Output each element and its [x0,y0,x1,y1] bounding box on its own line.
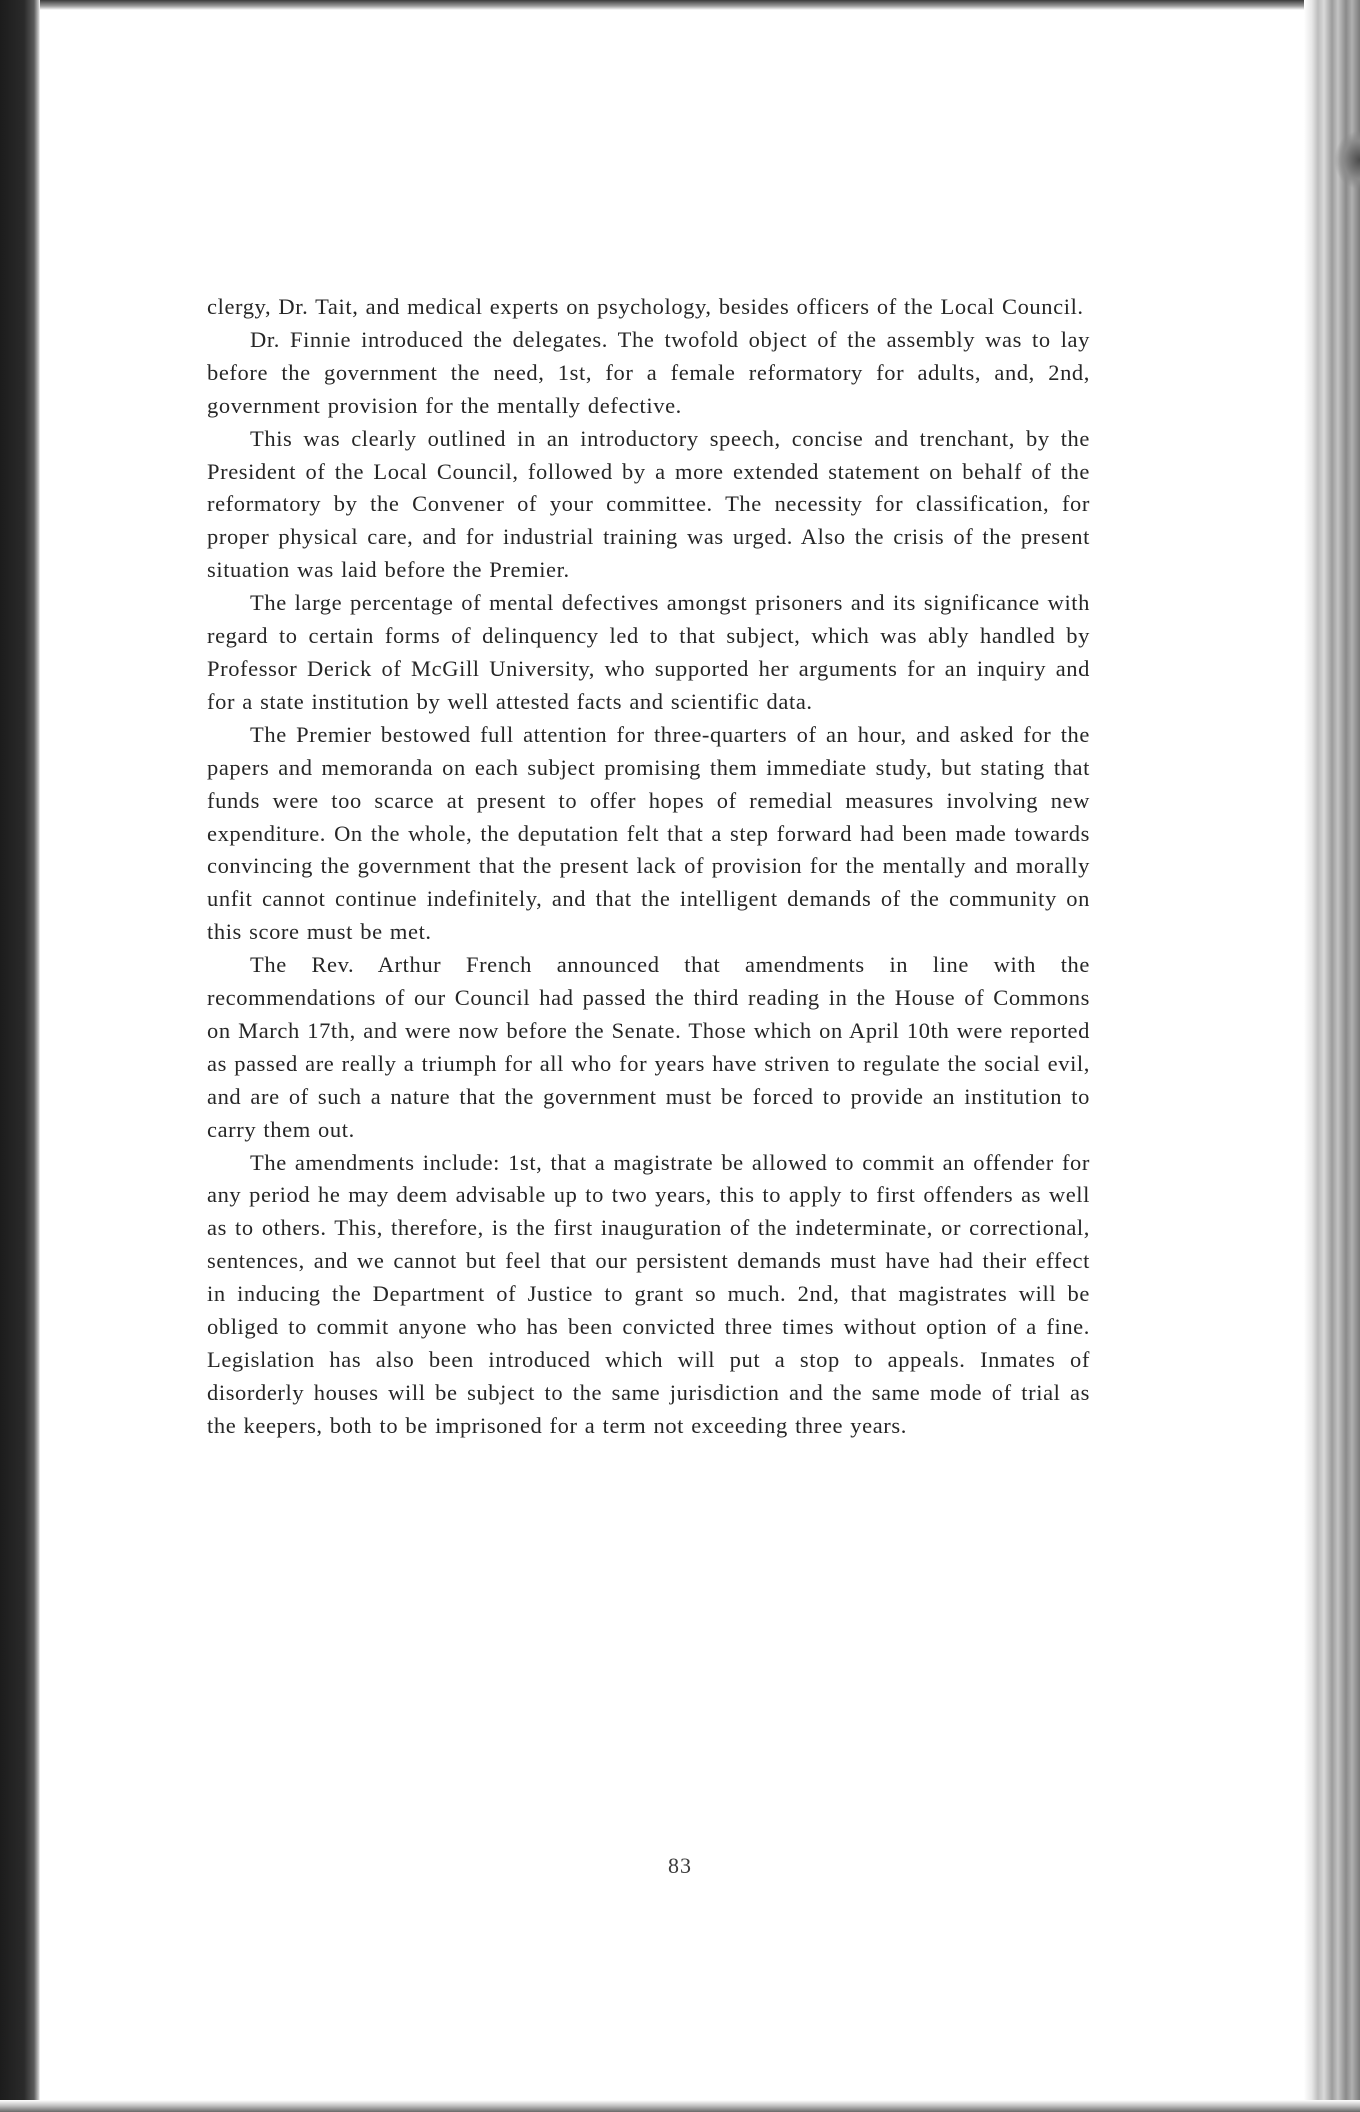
paragraph: Dr. Finnie introduced the delegates. The twofold object of the assembly was to lay before the government the need, 1st, for a female reformatory for adults, and, 2nd, government provision for the mentally defective. [207,326,1090,418]
paragraph: The large percentage of mental defectives amongst prisoners and its significance with regard to certain forms of delinquency led to that subject, which was ably handled by Professor Derick of McGill University, who supported her arguments for an inquiry and for a state institution by well attested facts and scientific data. [207,590,1090,714]
page-bottom-edge [0,2100,1360,2112]
body-text [207,291,1090,1443]
paragraph: This was clearly outlined in an introductory speech, concise and trenchant, by the President of the Local Council, followed by a more extended statement on behalf of the reformatory by the Convener of your committee. The necessity for classification, for proper physical care, and for industrial training was urged. Also the crisis of the present situation was laid before the Premier. [207,425,1090,583]
binding-gutter [0,0,40,2112]
paragraph: The Rev. Arthur French announced that amendments in line with the recommendations of our Council had passed the third reading in the House of Commons on March 17th, and were now before the Senate. Those which on April 10th were reported as passed are really a triumph for all who for years have striven to regulate the social evil, and are of such a nature that the government must be forced to provide an institution to carry them out. [207,952,1090,1142]
page-tab-mark [1334,130,1360,190]
page-stack-edge [1304,0,1360,2112]
page-number: 83 [668,1853,692,1878]
paragraph: The Premier bestowed full attention for three-quarters of an hour, and asked for the papers and memoranda on each subject promising them immediate study, but stating that funds were too scarce at present to offer hopes of remedial measures involving new expenditure. On the whole, the deputation felt that a step forward had been made towards convincing the government that the present lack of provision for the mentally and morally unfit cannot continue indefinitely, and that the intelligent demands of the community on this score must be met. [207,721,1090,945]
page-top-edge [0,0,1360,10]
paragraph: clergy, Dr. Tait, and medical experts on psychology, besides officers of the Local Council. [207,294,1084,319]
paragraph: The amendments include: 1st, that a magistrate be allowed to commit an offender for any period he may deem advisable up to two years, this to apply to first offenders as well as to others. This, therefore, is the first inauguration of the indeterminate, or correctional, sentences, and we cannot but feel that our persistent demands must have had their effect in inducing the Department of Justice to grant so much. 2nd, that magistrates will be obliged to commit anyone who has been convicted three times without option of a fine. Legislation has also been introduced which will put a stop to appeals. Inmates of disorderly houses will be subject to the same jurisdiction and the same mode of trial as the keepers, both to be imprisoned for a term not exceeding three years. [207,1149,1090,1438]
